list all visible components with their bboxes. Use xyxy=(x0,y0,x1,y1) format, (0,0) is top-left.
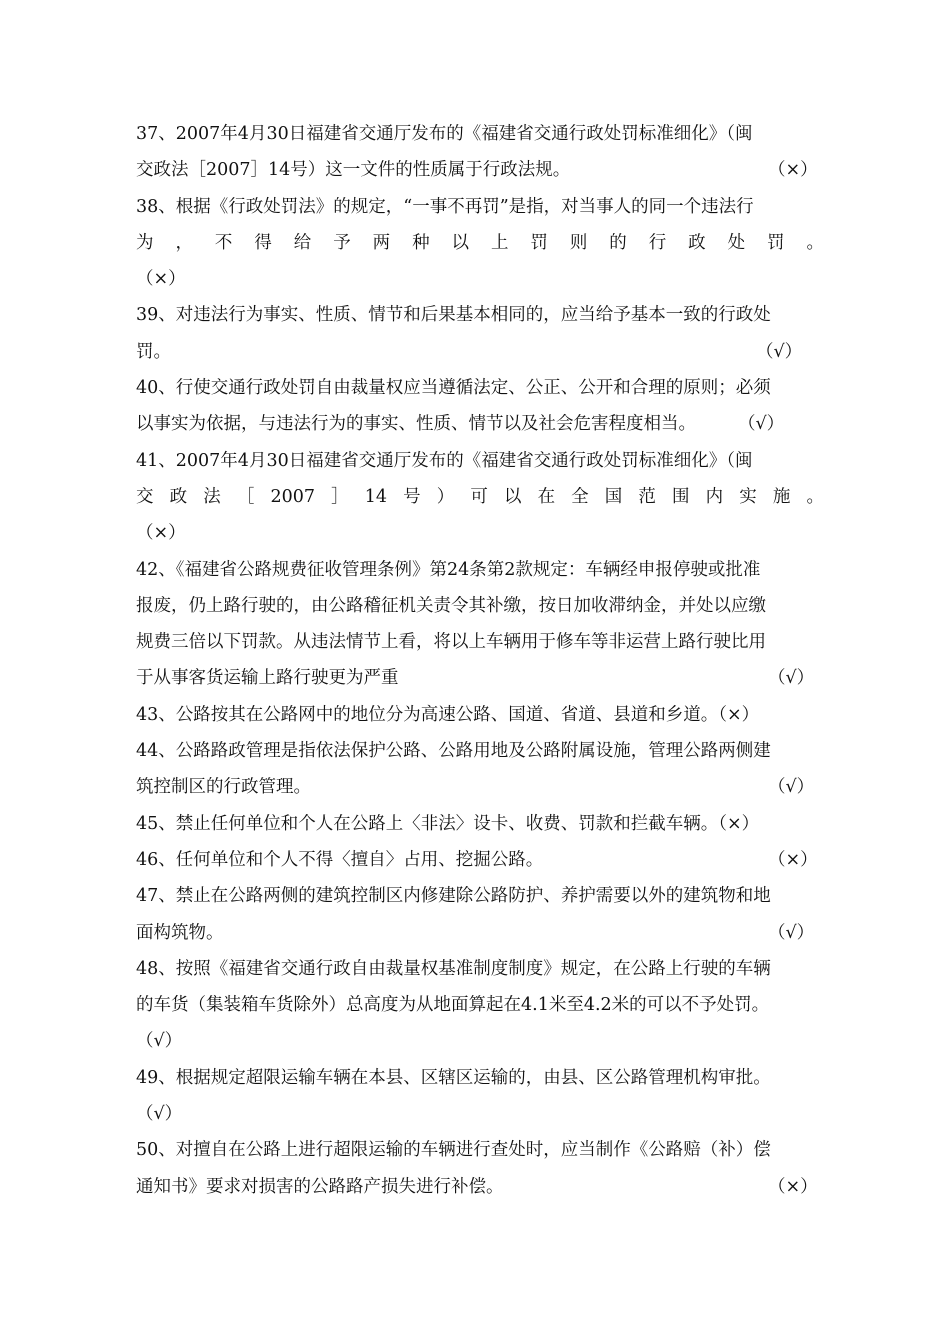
question-49-answer: （√） xyxy=(136,1104,183,1125)
question-43-text: 43、公路按其在公路网中的地位分为高速公路、国道、省道、县道和乡道。 xyxy=(136,704,719,725)
question-47-answer: （√） xyxy=(768,922,815,943)
question-42-line-4 xyxy=(136,660,824,696)
question-41-line-3 xyxy=(136,515,824,551)
question-49-line-1: 49、根据规定超限运输车辆在本县、区辖区运输的，由县、区公路管理机构审批。 xyxy=(136,1067,771,1088)
question-40-line-2 xyxy=(136,406,824,442)
question-38-line-1: 38、根据《行政处罚法》的规定，“一事不再罚”是指，对当事人的同一个违法行 xyxy=(136,196,754,217)
question-38-line-2: 为，不得给予两种以上罚则的行政处罚。 xyxy=(136,232,824,253)
question-40-text: 以事实为依据，与违法行为的事实、性质、情节以及社会危害程度相当。 xyxy=(136,414,696,435)
question-39-line-1: 39、对违法行为事实、性质、情节和后果基本相同的，应当给予基本一致的行政处 xyxy=(136,305,771,326)
question-39-line-2 xyxy=(136,334,824,370)
question-42-line-2: 报废，仍上路行驶的，由公路稽征机关责令其补缴，按日加收滞纳金，并处以应缴 xyxy=(136,595,766,616)
question-38-line-3 xyxy=(136,261,824,297)
question-48-line-1: 48、按照《福建省交通行政自由裁量权基准制度制度》规定，在公路上行驶的车辆 xyxy=(136,958,771,979)
question-48-line-3 xyxy=(136,1023,824,1059)
question-42-line-3: 规费三倍以下罚款。从违法情节上看，将以上车辆用于修车等非运营上路行驶比用 xyxy=(136,632,766,653)
question-50-line-2 xyxy=(136,1169,824,1205)
question-44-line-2 xyxy=(136,769,824,805)
question-44-answer: （√） xyxy=(768,777,815,798)
question-41-answer: （×） xyxy=(136,523,186,544)
question-37-answer: （×） xyxy=(768,160,818,181)
question-48-line-2: 的车货（集装箱车货除外）总高度为从地面算起在4.1米至4.2米的可以不予处罚。 xyxy=(136,995,770,1016)
question-41-line-1: 41、2007年4月30日福建省交通厅发布的《福建省交通行政处罚标准细化》（闽 xyxy=(136,450,753,471)
question-47-text: 面构筑物。 xyxy=(136,922,224,943)
question-46-line-1 xyxy=(136,842,824,878)
question-46-text: 46、任何单位和个人不得〈擅自〉占用、挖掘公路。 xyxy=(136,849,544,870)
question-38-answer: （×） xyxy=(136,269,186,290)
question-45-answer: （×） xyxy=(718,813,760,834)
question-46-answer: （×） xyxy=(768,849,818,870)
question-40-line-1: 40、行使交通行政处罚自由裁量权应当遵循法定、公正、公开和合理的原则；必须 xyxy=(136,378,771,399)
question-41-line-2: 交政法［2007］14号）可以在全国范围内实施。 xyxy=(136,486,824,507)
question-45-text: 45、禁止任何单位和个人在公路上〈非法〉设卡、收费、罚款和拦截车辆。 xyxy=(136,813,719,834)
question-37-line-2 xyxy=(136,152,824,188)
question-37-line-1: 37、2007年4月30日福建省交通厅发布的《福建省交通行政处罚标准细化》（闽 xyxy=(136,124,753,144)
question-50-line-1: 50、对擅自在公路上进行超限运输的车辆进行查处时，应当制作《公路赔（补）偿 xyxy=(136,1140,771,1161)
question-39-text: 罚。 xyxy=(136,341,171,362)
question-45-line-1 xyxy=(136,806,824,842)
question-43-line-1 xyxy=(136,697,824,733)
question-44-text: 筑控制区的行政管理。 xyxy=(136,777,311,798)
question-50-text: 通知书》要求对损害的公路路产损失进行补偿。 xyxy=(136,1176,504,1197)
question-47-line-1: 47、禁止在公路两侧的建筑控制区内修建除公路防护、养护需要以外的建筑物和地 xyxy=(136,886,771,907)
question-43-answer: （×） xyxy=(718,704,760,725)
question-47-line-2 xyxy=(136,915,824,951)
question-list xyxy=(136,116,824,1205)
question-40-answer: （√） xyxy=(738,414,785,435)
question-42-line-1: 42、《福建省公路规费征收管理条例》第24条第2款规定：车辆经申报停驶或批准 xyxy=(136,559,761,580)
question-48-answer: （√） xyxy=(136,1031,183,1052)
question-44-line-1: 44、公路路政管理是指依法保护公路、公路用地及公路附属设施，管理公路两侧建 xyxy=(136,741,771,762)
question-49-line-2 xyxy=(136,1096,824,1132)
question-42-answer: （√） xyxy=(768,668,815,689)
question-39-answer: （√） xyxy=(756,341,803,362)
question-42-text: 于从事客货运输上路行驶更为严重 xyxy=(136,668,399,689)
question-50-answer: （×） xyxy=(768,1176,818,1197)
question-37-text: 交政法［2007］14号）这一文件的性质属于行政法规。 xyxy=(136,160,571,181)
